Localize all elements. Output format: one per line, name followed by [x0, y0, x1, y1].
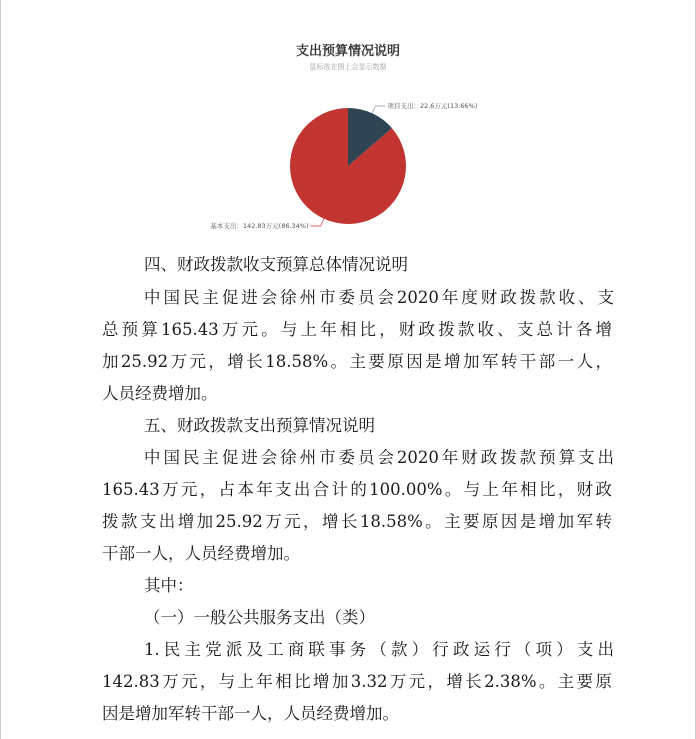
pie-label-basic: 基本支出：142.83万元(86.34%) [210, 222, 309, 231]
section4-line-1: 中国民主促进会徐州市委员会2020年度财政拨款收、支 [144, 288, 614, 307]
chart-subtitle: 鼠标放在图上会显示数据 [309, 63, 387, 71]
section5-line-2: 165.43万元，占本年支出合计的100.00%。与上年相比，财政 [102, 480, 612, 499]
pie-chart[interactable] [0, 0, 696, 250]
pie-label-project: 项目支出：22.6万元(13.66%) [387, 101, 478, 110]
pie-label-line-project [372, 106, 385, 113]
category1-heading: （一）一般公共服务支出（类） [144, 608, 375, 627]
section4-line-2: 总预算165.43万元。与上年相比，财政拨款收、支总计各增 [102, 320, 612, 339]
item1-line-1: 1.民主党派及工商联事务（款）行政运行（项）支出 [144, 640, 614, 659]
item1-line-2: 142.83万元，与上年相比增加3.32万元，增长2.38%。主要原 [102, 672, 612, 691]
section5-line-4: 干部一人，人员经费增加。 [102, 544, 300, 563]
section5-line-3: 拨款支出增加25.92万元，增长18.58%。主要原因是增加军转 [102, 512, 612, 531]
among-label: 其中： [144, 576, 194, 595]
section4-line-4: 人员经费增加。 [102, 384, 218, 403]
section4-heading: 四、财政拨款收支预算总体情况说明 [144, 255, 408, 274]
item1-line-3: 因是增加军转干部一人，人员经费增加。 [102, 704, 399, 723]
pie-label-line-basic [311, 219, 324, 226]
section4-line-3: 加25.92万元，增长18.58%。主要原因是增加军转干部一人， [102, 352, 612, 371]
chart-title: 支出预算情况说明 [295, 44, 400, 59]
section5-heading: 五、财政拨款支出预算情况说明 [144, 416, 375, 435]
section5-line-1: 中国民主促进会徐州市委员会2020年财政拨款预算支出 [144, 448, 614, 467]
